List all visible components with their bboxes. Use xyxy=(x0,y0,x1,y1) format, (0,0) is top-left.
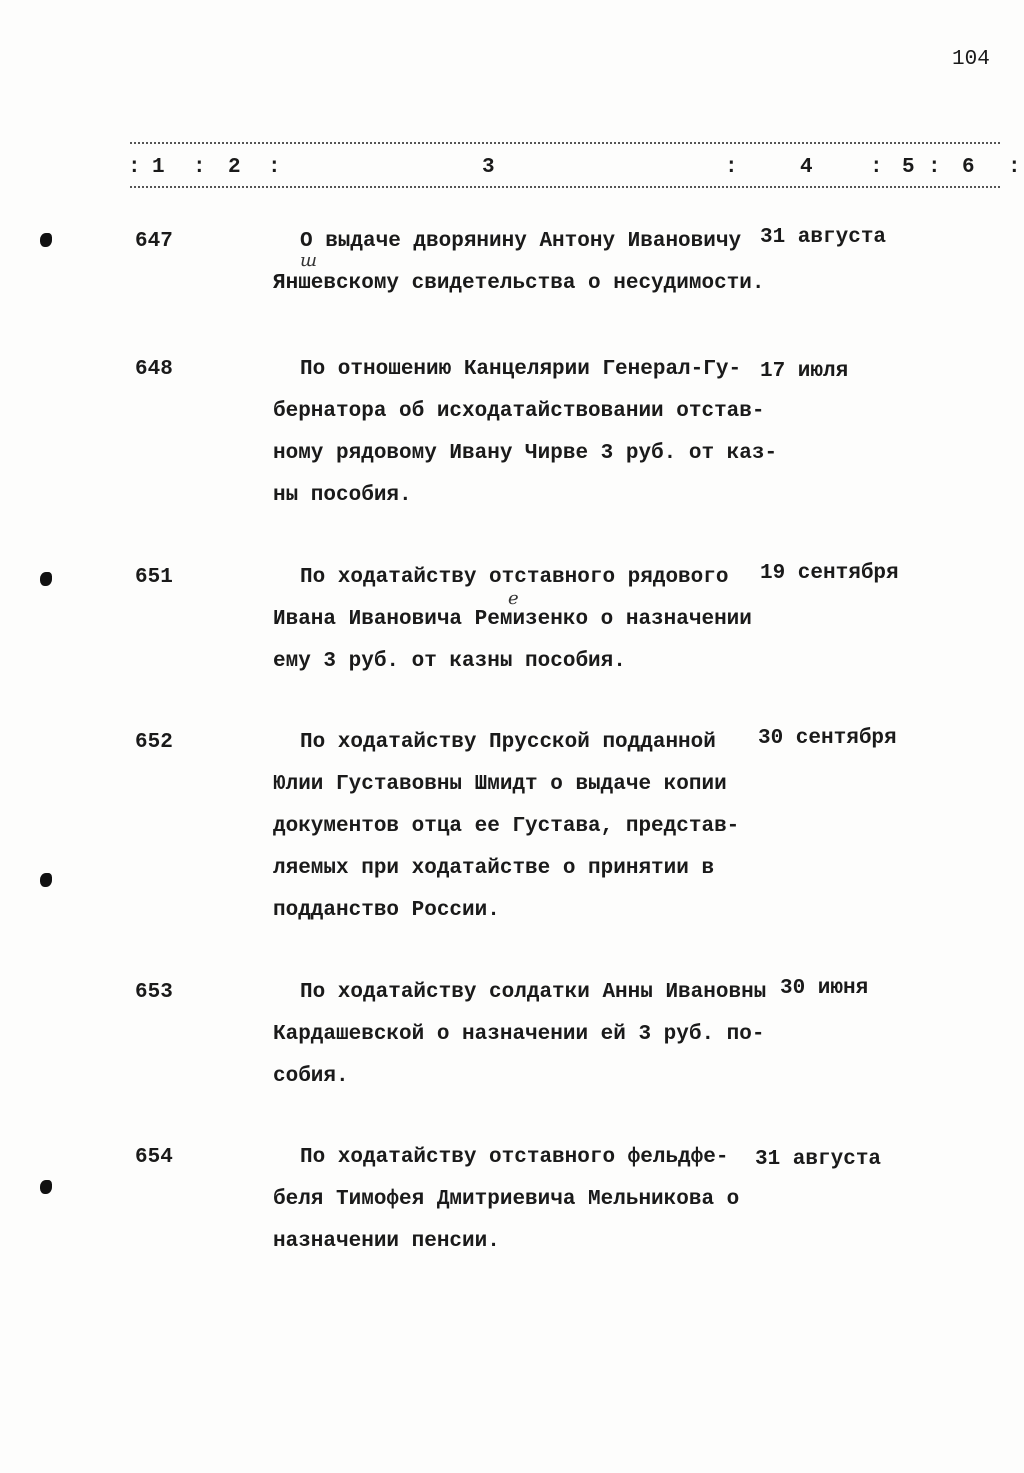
binding-hole-mark xyxy=(40,1180,52,1194)
entry-text-line: По ходатайству отставного рядового xyxy=(300,566,729,589)
binding-hole-mark xyxy=(40,233,52,247)
entry-number: 648 xyxy=(135,358,173,381)
column-3: 3 xyxy=(482,156,495,179)
binding-hole-mark xyxy=(40,572,52,586)
entry-text-line: ляемых при ходатайстве о принятии в xyxy=(273,857,715,880)
entry-number: 651 xyxy=(135,566,173,589)
entry-text-line: подданство России. xyxy=(273,899,500,922)
column-2: 2 xyxy=(228,156,241,179)
entry-text-line: Юлии Густавовны Шмидт о выдаче копии xyxy=(273,773,727,796)
column-6: 6 xyxy=(962,156,975,179)
entry-date: 19 сентября xyxy=(760,562,899,585)
entry-text-line: ному рядовому Ивану Чирве 3 руб. от каз- xyxy=(273,442,778,465)
header-top-rule xyxy=(130,142,1000,144)
entry-text-line: Яншевскому свидетельства о несудимости. xyxy=(273,272,765,295)
entry-number: 652 xyxy=(135,731,173,754)
page-number: 104 xyxy=(952,48,990,71)
binding-hole-mark xyxy=(40,873,52,887)
entry-text-line: По ходатайству отставного фельдфе- xyxy=(300,1146,729,1169)
entry-text-line: По ходатайству солдатки Анны Ивановны xyxy=(300,981,767,1004)
entry-text-line: Ивана Ивановича Ремизенко о назначении xyxy=(273,608,752,631)
handwritten-correction: е xyxy=(508,588,519,609)
entry-text-line: ны пособия. xyxy=(273,484,412,507)
entry-text-line: документов отца ее Густава, представ- xyxy=(273,815,740,838)
entry-text-line: По отношению Канцелярии Генерал-Гу- xyxy=(300,358,742,381)
entry-text-line: По ходатайству Прусской подданной xyxy=(300,731,716,754)
entry-text-line: ему 3 руб. от казны пособия. xyxy=(273,650,626,673)
entry-date: 31 августа xyxy=(760,226,887,249)
entry-date: 30 июня xyxy=(780,977,869,1000)
entry-date: 30 сентября xyxy=(758,727,897,750)
entry-date: 31 августа xyxy=(755,1148,882,1171)
entry-text-line: Кардашевской о назначении ей 3 руб. по- xyxy=(273,1023,765,1046)
header-bottom-rule xyxy=(130,186,1000,188)
entry-number: 654 xyxy=(135,1146,173,1169)
column-1: 1 xyxy=(152,156,165,179)
entry-number: 653 xyxy=(135,981,173,1004)
entry-text-line: бернатора об исходатайствовании отстав- xyxy=(273,400,765,423)
table-column-header: : 1 : 2 : 3 : 4 : 5 : 6 : xyxy=(128,156,1021,179)
entry-text-line: О выдаче дворянину Антону Ивановичу xyxy=(300,230,742,253)
column-4: 4 xyxy=(800,156,813,179)
entry-text-line: беля Тимофея Дмитриевича Мельникова о xyxy=(273,1188,740,1211)
entry-number: 647 xyxy=(135,230,173,253)
handwritten-correction: ш xyxy=(300,250,318,271)
column-5: 5 xyxy=(902,156,915,179)
entry-date: 17 июля xyxy=(760,360,849,383)
entry-text-line: собия. xyxy=(273,1065,349,1088)
entry-text-line: назначении пенсии. xyxy=(273,1230,500,1253)
